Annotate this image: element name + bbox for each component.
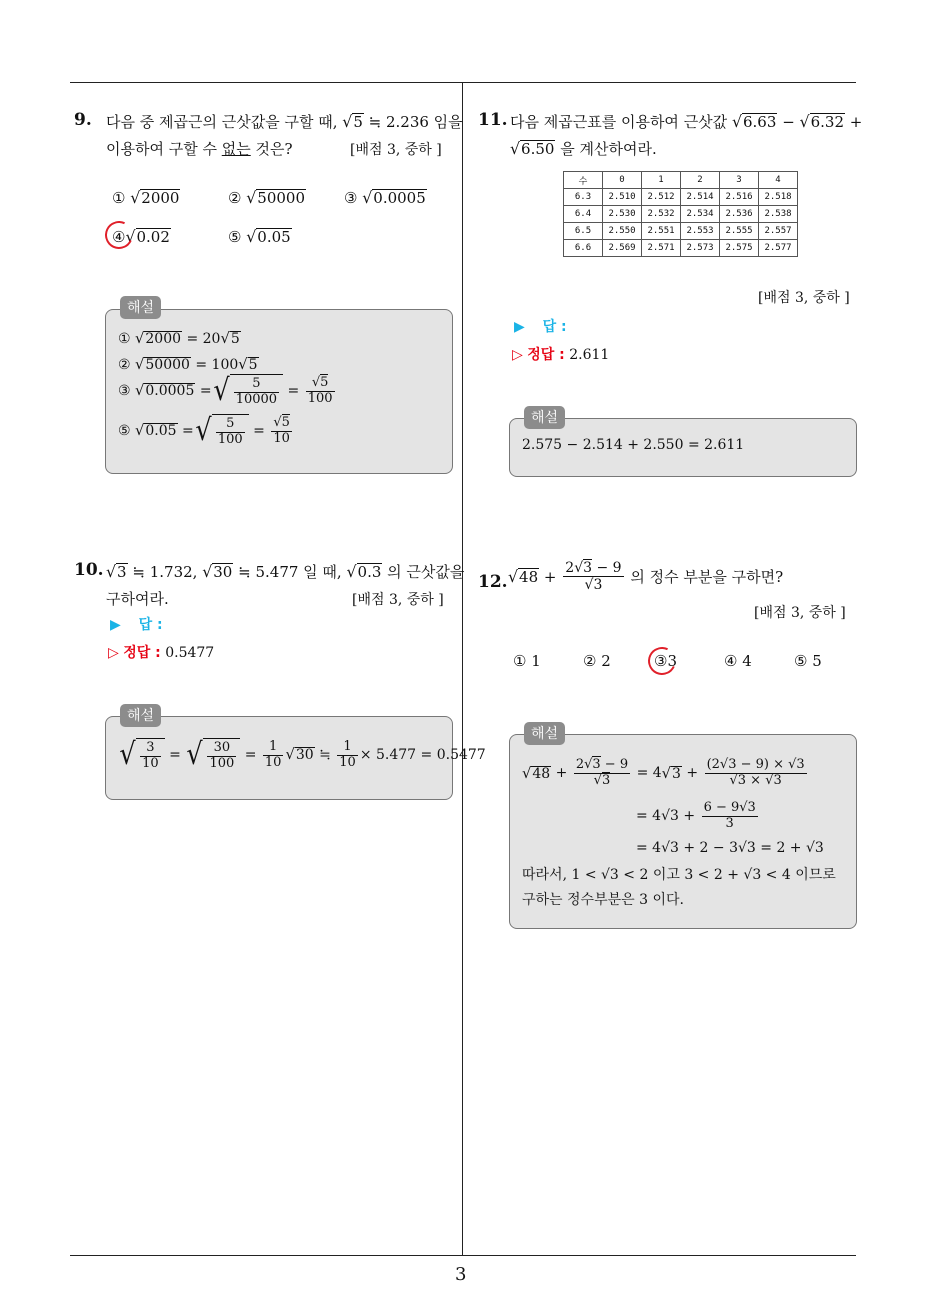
- q10-sqrt03: √0.3: [346, 562, 382, 581]
- correct-value: 0.5477: [165, 645, 215, 661]
- q12-choice-5[interactable]: [794, 652, 822, 670]
- choice-mark: ④: [724, 652, 738, 670]
- q12-selected-circle: [644, 643, 680, 679]
- table-cell: 2.573: [681, 240, 720, 257]
- q11-solution-tag: 해설: [524, 406, 565, 429]
- sol-eq: =: [182, 423, 194, 439]
- choice-mark: ⑤: [228, 228, 242, 246]
- table-cell: 2.571: [642, 240, 681, 257]
- table-cell: 2.569: [603, 240, 642, 257]
- sol-plus: +: [686, 765, 699, 782]
- q9-line1: [106, 111, 463, 132]
- choice-value: 3: [667, 652, 677, 670]
- q9-choice-2[interactable]: [228, 188, 306, 207]
- correct-value: 2.611: [569, 347, 610, 363]
- q10-meta: [배점 3, 중하 ]: [352, 592, 444, 608]
- q11-meta: [배점 3, 중하 ]: [758, 290, 850, 306]
- correct-label: 정답 :: [123, 645, 161, 661]
- q12-frac: $\frac{2√3 - 9}{√3}$: [565, 560, 622, 594]
- table-cell: 2.536: [720, 206, 759, 223]
- sol-frac: $\frac{5}{10000}$: [235, 375, 278, 407]
- choice-value: 4: [742, 652, 752, 670]
- choice-mark: ②: [228, 189, 242, 207]
- q12-choice-4[interactable]: [724, 652, 752, 670]
- q12-sol-line4: 따라서, 1 < √3 < 2 이고 3 < 2 + √3 < 4 이므로: [522, 867, 836, 883]
- q11-number: 11.: [478, 110, 508, 130]
- table-cell: 6.5: [564, 223, 603, 240]
- choice-sqrt: √50000: [246, 188, 305, 207]
- sol-big-sqrt: √ $\frac{5}{100}$: [194, 414, 249, 448]
- q9-meta: [배점 3, 중하 ]: [350, 142, 442, 158]
- q9-number: 9.: [74, 110, 92, 130]
- q10-sqrt30: √30: [202, 562, 233, 581]
- q11-line2: [510, 138, 657, 159]
- q10-number: 10.: [74, 560, 104, 580]
- q10-sol-line: √ $\frac{3}{10}$ = √ $\frac{30}{100}$ = $\frac{1}{10}$ √30 ≒ $\frac{1}{10}$ × 5.477 = 0.5477: [119, 737, 486, 772]
- correct-arrow-icon: ▷: [512, 347, 523, 363]
- choice-mark: ①: [513, 652, 527, 670]
- sol-frac: $\frac{3}{10}$: [142, 739, 159, 771]
- q9-line1-text: 다음 중 제곱근의 근삿값을 구할 때,: [106, 113, 338, 131]
- sol-eq: = 4√3 +: [636, 808, 696, 825]
- choice-mark: ①: [112, 189, 126, 207]
- bottom-rule: [70, 1255, 856, 1256]
- sol-sqrt: √2000: [135, 330, 182, 347]
- sol-eq: = 4: [636, 765, 662, 782]
- sol-frac: $\frac{2√3 - 9}{√3}$: [575, 757, 629, 788]
- approx-sign: ≒: [319, 747, 331, 763]
- q9-selected-circle: [101, 217, 137, 253]
- q11-text2: 을 계산하여라.: [560, 140, 657, 158]
- q10-solution-tag: 해설: [120, 704, 161, 727]
- q12-meta: [배점 3, 중하 ]: [754, 605, 846, 621]
- table-row: [564, 240, 798, 257]
- sol-sqrt: √5: [220, 330, 240, 347]
- table-cell: 2.538: [759, 206, 798, 223]
- q9-line2-b: 것은?: [250, 140, 293, 158]
- table-cell: 2.555: [720, 223, 759, 240]
- q9-choice-3[interactable]: [344, 188, 427, 207]
- table-cell: 2.551: [642, 223, 681, 240]
- table-cell: 6.3: [564, 189, 603, 206]
- q12-sol-line1: √48 + $\frac{2√3 - 9}{√3}$ = 4 √3 + $\frac{(2√3 - 9) \times √3}{√3 \times √3}$: [522, 757, 805, 788]
- sol-sqrt: √5: [238, 356, 258, 373]
- sol-big-sqrt: √ $\frac{5}{10000}$: [212, 374, 283, 408]
- column-divider: [462, 83, 463, 1255]
- q12-number: 12.: [478, 572, 508, 592]
- sol-rest: × 5.477 = 0.5477: [359, 747, 486, 763]
- table-header-cell: 1: [642, 172, 681, 189]
- table-cell: 2.510: [603, 189, 642, 206]
- q11-op: −: [782, 113, 795, 131]
- table-header-cell: 수: [564, 172, 603, 189]
- q12-choice-1[interactable]: [513, 652, 541, 670]
- q11-sol-line: 2.575 − 2.514 + 2.550 = 2.611: [522, 437, 745, 453]
- top-rule: [70, 82, 856, 83]
- table-cell: 2.575: [720, 240, 759, 257]
- choice-mark: ③: [654, 652, 668, 670]
- q12-text: 의 정수 부분을 구하면?: [630, 568, 784, 587]
- q11-text: 다음 제곱근표를 이용하여 근삿값: [510, 113, 728, 131]
- q9-choice-1[interactable]: [112, 188, 180, 207]
- table-cell: 2.577: [759, 240, 798, 257]
- choice-value: 1: [531, 652, 541, 670]
- choice-mark: ④: [112, 228, 126, 246]
- table-row: [564, 223, 798, 240]
- choice-value: 2: [601, 652, 611, 670]
- q12-plus: +: [543, 567, 557, 586]
- sol-big-sqrt: √ $\frac{3}{10}$: [118, 738, 165, 772]
- sol-eq: = 20: [186, 330, 221, 347]
- table-cell: 2.532: [642, 206, 681, 223]
- choice-value: 5: [812, 652, 822, 670]
- table-cell: 2.550: [603, 223, 642, 240]
- sol-frac: $\frac{1}{10}$: [339, 738, 356, 770]
- table-cell: 2.553: [681, 223, 720, 240]
- q11-sqrt-c: √6.50: [510, 139, 555, 158]
- choice-mark: ③: [344, 189, 358, 207]
- answer-label: 답 :: [138, 617, 163, 633]
- q11-sqrt-a: √6.63: [731, 112, 777, 131]
- correct-label: 정답 :: [527, 347, 565, 363]
- sol-frac: $\frac{√5}{100}$: [307, 374, 333, 406]
- q10-line2: 구하여라.: [106, 590, 169, 608]
- choice-sqrt: √2000: [130, 188, 180, 207]
- table-cell: 2.512: [642, 189, 681, 206]
- sol-frac: $\frac{5}{100}$: [217, 415, 243, 447]
- sol-frac: $\frac{√5}{10}$: [273, 414, 290, 446]
- sol-frac: $\frac{30}{100}$: [209, 739, 235, 771]
- q9-underlined: 없는: [221, 140, 251, 158]
- table-cell: 2.516: [720, 189, 759, 206]
- q11-sqrt-b: √6.32: [799, 112, 844, 131]
- q12-sol-line3: = 4√3 + 2 − 3√3 = 2 + √3: [636, 840, 824, 856]
- table-cell: 2.557: [759, 223, 798, 240]
- q12-choice-2[interactable]: [583, 652, 611, 670]
- table-cell: 2.518: [759, 189, 798, 206]
- answer-arrow-icon: ▶: [110, 617, 121, 633]
- q10-text-d: ≒ 5.477 일 때,: [238, 563, 342, 581]
- sol-mark: ①: [118, 330, 131, 347]
- q11-line1: [510, 111, 862, 132]
- q12-sol-line5: 구하는 정수부분은 3 이다.: [522, 892, 684, 908]
- q10-text-f: 의 근삿값을: [387, 563, 465, 581]
- q9-sol-line5: ⑤ √0.05 = √ $\frac{5}{100}$ = $\frac{√5}{10}$: [118, 413, 290, 448]
- table-cell: 2.530: [603, 206, 642, 223]
- q9-given-value: ≒ 2.236 임을: [368, 113, 463, 131]
- q10-text-b: ≒ 1.732,: [132, 563, 198, 581]
- q12-sol-line2: [636, 801, 760, 832]
- table-cell: 2.514: [681, 189, 720, 206]
- table-row: [564, 206, 798, 223]
- page-number: 3: [455, 1264, 467, 1285]
- choice-sqrt: √0.02: [125, 227, 170, 246]
- q10-correct-row: [108, 642, 214, 662]
- q9-solution-tag: 해설: [120, 296, 161, 319]
- table-header-cell: 4: [759, 172, 798, 189]
- q12-line1: [508, 560, 783, 593]
- q9-choice-5[interactable]: [228, 227, 292, 246]
- table-header-row: [564, 172, 798, 189]
- q12-sqrt48: √48: [508, 567, 539, 587]
- table-cell: 6.6: [564, 240, 603, 257]
- sol-eq: = 100: [195, 356, 239, 373]
- answer-label: 답 :: [542, 319, 567, 335]
- choice-mark: ②: [583, 652, 597, 670]
- sol-big-sqrt: √ $\frac{30}{100}$: [185, 738, 240, 772]
- q11-op: +: [849, 113, 863, 131]
- sol-sqrt: √50000: [135, 356, 190, 373]
- q9-sol-line3: ③ √0.0005 = √ $\frac{5}{10000}$ = $\frac{√5}{100}$: [118, 373, 333, 408]
- sol-sqrt: √0.0005: [135, 382, 195, 400]
- table-header-cell: 2: [681, 172, 720, 189]
- choice-mark: ⑤: [794, 652, 808, 670]
- q9-sol-line2: [118, 356, 259, 373]
- choice-sqrt: √0.05: [246, 227, 291, 246]
- sol-sqrt: √48: [522, 764, 551, 782]
- q9-sol-line1: [118, 330, 241, 347]
- q12-solution-tag: 해설: [524, 722, 565, 745]
- q9-sqrt5: √5: [342, 112, 363, 131]
- correct-arrow-icon: ▷: [108, 645, 119, 661]
- q9-line2: [106, 138, 293, 159]
- q10-sqrt3: √3: [106, 562, 127, 581]
- table-cell: 6.4: [564, 206, 603, 223]
- sol-mark: ③: [118, 383, 131, 399]
- answer-arrow-icon: ▶: [514, 319, 525, 335]
- sol-sqrt: √0.05: [135, 422, 177, 440]
- sol-frac: $\frac{(2√3 - 9) \times √3}{√3 \times √3}$: [706, 757, 805, 788]
- q9-line2-a: 이용하여 구할 수: [106, 140, 222, 158]
- q10-answer-row: [110, 614, 163, 634]
- sol-frac: $\frac{1}{10}$: [264, 738, 282, 770]
- square-root-table: [563, 171, 798, 257]
- table-cell: 2.534: [681, 206, 720, 223]
- sol-frac: $\frac{6 - 9√3}{3}$: [703, 800, 756, 831]
- sol-eq: =: [199, 383, 212, 399]
- sol-sqrt: √3: [661, 764, 681, 782]
- table-row: [564, 189, 798, 206]
- q10-line1: [106, 561, 464, 582]
- table-header-cell: 0: [603, 172, 642, 189]
- sol-mark: ⑤: [118, 423, 131, 439]
- sol-sqrt: √30: [285, 746, 314, 764]
- sol-mark: ②: [118, 356, 131, 373]
- q11-answer-row: [514, 316, 567, 336]
- table-header-cell: 3: [720, 172, 759, 189]
- choice-sqrt: √0.0005: [362, 188, 426, 207]
- q11-correct-row: [512, 344, 609, 364]
